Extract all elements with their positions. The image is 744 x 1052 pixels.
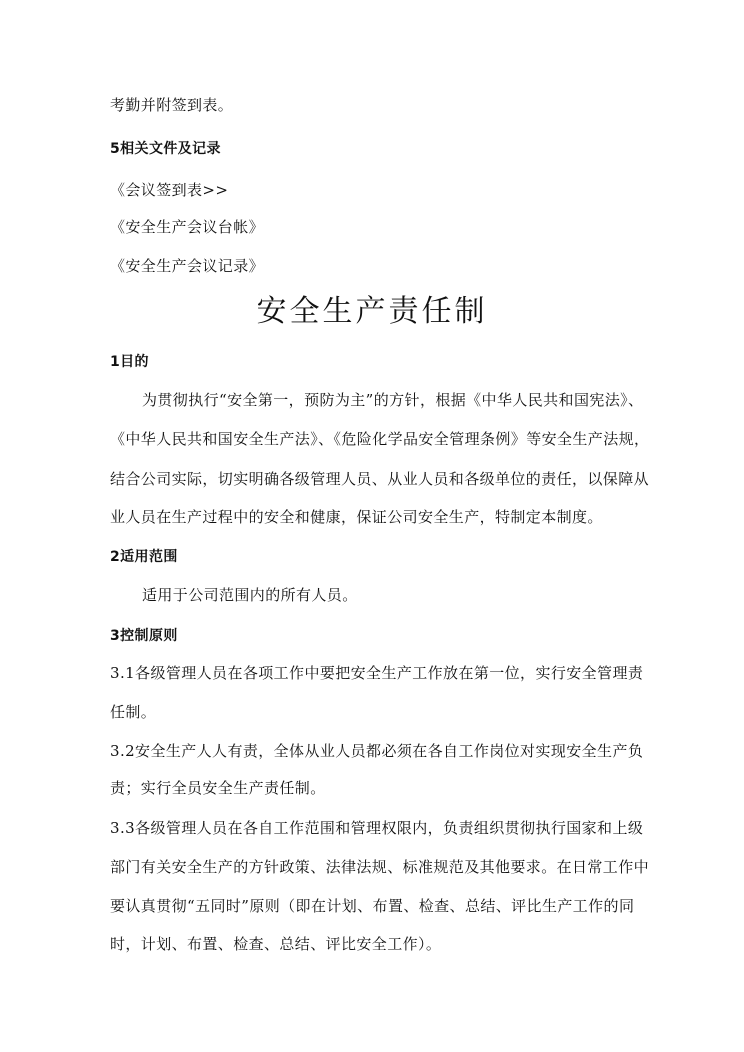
scope-heading: 2适用范围 xyxy=(110,549,178,565)
purpose-line: 结合公司实际，切实明确各级管理人员、从业人员和各级单位的责任，以保障从 xyxy=(110,470,650,488)
purpose-line: 为贯彻执行“安全第一，预防为主”的方针，根据《中华人民共和国宪法》、 xyxy=(142,391,644,409)
record-item-meeting-ledger: 《安全生产会议台帐》 xyxy=(110,218,265,236)
principle-3-3-line: 要认真贯彻“五同时”原则（即在计划、布置、检查、总结、评比生产工作的同 xyxy=(110,897,635,915)
document-title: 安全生产责任制 xyxy=(256,294,488,329)
principle-3-3-line: 部门有关安全生产的方针政策、法律法规、标准规范及其他要求。在日常工作中 xyxy=(110,858,650,876)
purpose-line: 业人员在生产过程中的安全和健康，保证公司安全生产，特制定本制度。 xyxy=(110,508,603,526)
previous-section-tail: 考勤并附签到表。 xyxy=(110,96,234,114)
scope-line: 适用于公司范围内的所有人员。 xyxy=(142,586,358,604)
principle-3-1-line: 任制。 xyxy=(110,703,157,721)
principle-3-3-line: 3.3各级管理人员在各自工作范围和管理权限内，负责组织贯彻执行国家和上级 xyxy=(110,819,644,837)
principle-3-1-line: 3.1各级管理人员在各项工作中要把安全生产工作放在第一位，实行安全管理责 xyxy=(110,664,644,682)
record-item-sign-in-sheet: 《会议签到表>> xyxy=(110,181,229,199)
related-records-heading: 5相关文件及记录 xyxy=(110,141,221,157)
purpose-heading: 1目的 xyxy=(110,354,149,370)
purpose-line: 《中华人民共和国安全生产法》、《危险化学品安全管理条例》等安全生产法规， xyxy=(110,430,650,448)
principle-3-3-line: 时，计划、布置、检查、总结、评比安全工作）。 xyxy=(110,935,442,953)
principle-3-2-line: 3.2安全生产人人有责，全体从业人员都必须在各自工作岗位对实现安全生产负 xyxy=(110,742,644,760)
principle-3-2-line: 责；实行全员安全生产责任制。 xyxy=(110,779,326,797)
principles-heading: 3控制原则 xyxy=(110,628,178,644)
record-item-meeting-minutes: 《安全生产会议记录》 xyxy=(110,257,265,275)
